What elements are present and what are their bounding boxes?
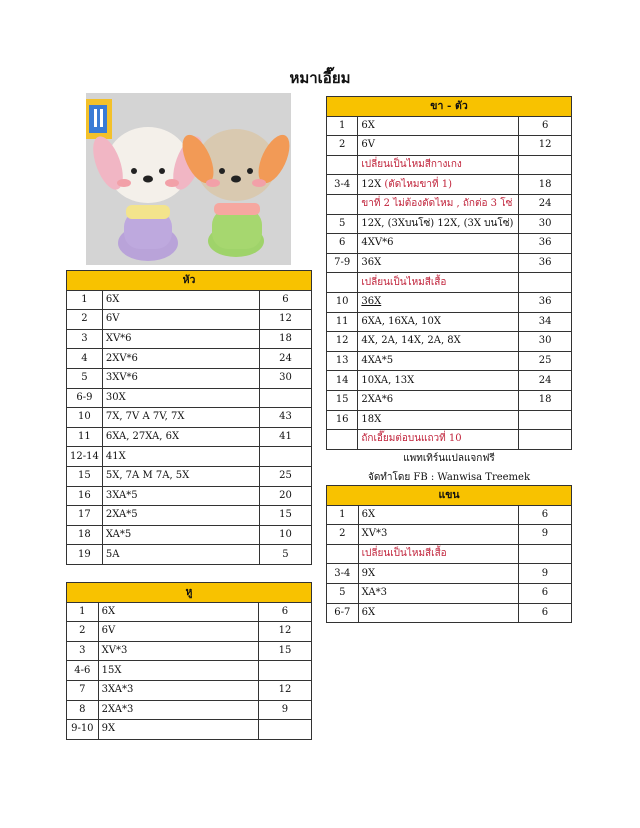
row-number bbox=[327, 155, 358, 175]
row-number: 17 bbox=[67, 506, 103, 526]
stitch-instruction: 4X, 2A, 14X, 2A, 8X bbox=[358, 332, 519, 352]
stitch-instruction: 18X bbox=[358, 410, 519, 430]
stitch-count: 18 bbox=[519, 390, 572, 410]
page-title: หมาเอี๊ยม bbox=[289, 69, 351, 87]
table-row bbox=[327, 351, 572, 371]
row-number: 2 bbox=[327, 525, 359, 545]
table-row bbox=[327, 603, 572, 623]
stitch-instruction: 3XA*3 bbox=[98, 680, 258, 700]
table-row bbox=[67, 466, 312, 486]
table-row bbox=[67, 486, 312, 506]
stitch-instruction: XV*3 bbox=[358, 525, 518, 545]
stitch-count: 24 bbox=[259, 349, 311, 369]
table-row bbox=[67, 388, 312, 408]
stitch-instruction: 2XA*6 bbox=[358, 390, 519, 410]
row-number: 1 bbox=[67, 290, 103, 310]
stitch-instruction: 6V bbox=[98, 622, 258, 642]
table-row bbox=[67, 408, 312, 428]
table-row bbox=[327, 155, 572, 175]
head-header-label: หัว bbox=[67, 271, 312, 291]
table-row bbox=[327, 194, 572, 214]
stitch-instruction: 2XA*5 bbox=[102, 506, 259, 526]
table-row bbox=[67, 447, 312, 467]
row-number: 2 bbox=[67, 310, 103, 330]
row-number: 5 bbox=[327, 583, 359, 603]
table-row bbox=[327, 273, 572, 293]
stitch-instruction: 9X bbox=[98, 720, 258, 740]
stitch-instruction: 2XA*3 bbox=[98, 700, 258, 720]
table-row bbox=[327, 525, 572, 545]
stitch-count: 36 bbox=[519, 253, 572, 273]
table-row bbox=[327, 292, 572, 312]
stitch-count: 30 bbox=[519, 214, 572, 234]
row-number: 5 bbox=[327, 214, 358, 234]
row-number: 13 bbox=[327, 351, 358, 371]
stitch-note-part: (ตัดไหมขาที่ 1) bbox=[384, 178, 452, 190]
stitch-plain-part: 12X bbox=[361, 178, 385, 190]
row-number: 1 bbox=[67, 602, 99, 622]
stitch-count: 12 bbox=[258, 680, 311, 700]
stitch-instruction: 30X bbox=[102, 388, 259, 408]
row-number bbox=[327, 430, 358, 450]
stitch-instruction: 3XV*6 bbox=[102, 368, 259, 388]
stitch-count: 18 bbox=[259, 329, 311, 349]
table-row bbox=[327, 332, 572, 352]
stitch-instruction: ถักเอี๊ยมต่อบนแถวที่ 10 bbox=[358, 430, 519, 450]
stitch-instruction: 7X, 7V A 7V, 7X bbox=[102, 408, 259, 428]
table-row bbox=[67, 290, 312, 310]
stitch-count bbox=[259, 388, 311, 408]
table-row bbox=[327, 175, 572, 195]
row-number: 12-14 bbox=[67, 447, 103, 467]
row-number: 3 bbox=[67, 641, 99, 661]
stitch-count bbox=[519, 155, 572, 175]
row-number: 12 bbox=[327, 332, 358, 352]
stitch-instruction: 6V bbox=[102, 310, 259, 330]
stitch-instruction: ขาที่ 2 ไม่ต้องตัดไหม , ถักต่อ 3 โซ่ bbox=[358, 194, 519, 214]
stitch-count: 34 bbox=[519, 312, 572, 332]
stitch-instruction: เปลี่ยนเป็นไหมสีกางเกง bbox=[358, 155, 519, 175]
stitch-instruction: 15X bbox=[98, 661, 258, 681]
row-number: 3 bbox=[67, 329, 103, 349]
table-row bbox=[67, 622, 312, 642]
stitch-instruction: 10XA, 13X bbox=[358, 371, 519, 391]
row-number bbox=[327, 544, 359, 564]
stitch-count: 12 bbox=[519, 136, 572, 156]
stitch-count bbox=[258, 661, 311, 681]
row-number: 15 bbox=[67, 466, 103, 486]
table-row bbox=[327, 583, 572, 603]
row-number: 16 bbox=[67, 486, 103, 506]
dolls-illustration bbox=[86, 93, 291, 265]
table-row bbox=[67, 720, 312, 740]
stitch-instruction: เปลี่ยนเป็นไหมสีเสื้อ bbox=[358, 273, 519, 293]
stitch-instruction: 5X, 7A M 7A, 5X bbox=[102, 466, 259, 486]
credit-note: จัดทำโดย FB : Wanwisa Treemek bbox=[367, 472, 531, 483]
arm-table-header bbox=[327, 486, 572, 506]
crochet-dolls-photo bbox=[86, 93, 291, 265]
stitch-instruction: 6X bbox=[102, 290, 259, 310]
table-row bbox=[67, 310, 312, 330]
table-row bbox=[67, 329, 312, 349]
stitch-count: 25 bbox=[259, 466, 311, 486]
stitch-instruction: 6X bbox=[358, 603, 518, 623]
stitch-instruction: เปลี่ยนเป็นไหมสีเสื้อ bbox=[358, 544, 518, 564]
row-number: 16 bbox=[327, 410, 358, 430]
row-number: 4-6 bbox=[67, 661, 99, 681]
stitch-instruction: 3XA*5 bbox=[102, 486, 259, 506]
stitch-instruction: XA*3 bbox=[358, 583, 518, 603]
stitch-count: 9 bbox=[258, 700, 311, 720]
ear-table-header bbox=[67, 583, 312, 603]
row-number: 3-4 bbox=[327, 175, 358, 195]
row-number: 4 bbox=[67, 349, 103, 369]
stitch-instruction: XA*5 bbox=[102, 525, 259, 545]
stitch-count: 41 bbox=[259, 427, 311, 447]
stitch-count: 6 bbox=[518, 583, 571, 603]
table-row bbox=[67, 700, 312, 720]
stitch-instruction: 4XA*5 bbox=[358, 351, 519, 371]
stitch-instruction: 41X bbox=[102, 447, 259, 467]
row-number: 7-9 bbox=[327, 253, 358, 273]
row-number: 14 bbox=[327, 371, 358, 391]
table-row bbox=[327, 564, 572, 584]
stitch-count: 6 bbox=[259, 290, 311, 310]
stitch-instruction: 6V bbox=[358, 136, 519, 156]
stitch-instruction: XV*6 bbox=[102, 329, 259, 349]
table-row bbox=[327, 544, 572, 564]
stitch-count: 30 bbox=[519, 332, 572, 352]
table-row bbox=[327, 390, 572, 410]
table-row bbox=[67, 661, 312, 681]
stitch-count: 36 bbox=[519, 292, 572, 312]
stitch-count: 6 bbox=[258, 602, 311, 622]
stitch-count: 18 bbox=[519, 175, 572, 195]
stitch-count bbox=[519, 410, 572, 430]
leg-table-header bbox=[327, 97, 572, 117]
row-number: 1 bbox=[327, 116, 358, 136]
row-number: 10 bbox=[327, 292, 358, 312]
row-number: 6-7 bbox=[327, 603, 359, 623]
free-pattern-note: แพทเทิร์นแปลแจกฟรี bbox=[403, 453, 495, 464]
row-number: 3-4 bbox=[327, 564, 359, 584]
table-row bbox=[67, 680, 312, 700]
row-number: 9-10 bbox=[67, 720, 99, 740]
row-number: 6-9 bbox=[67, 388, 103, 408]
row-number: 8 bbox=[67, 700, 99, 720]
row-number: 11 bbox=[327, 312, 358, 332]
table-row bbox=[67, 506, 312, 526]
stitch-count: 6 bbox=[519, 116, 572, 136]
table-row bbox=[67, 349, 312, 369]
table-row bbox=[327, 214, 572, 234]
head-pattern-table bbox=[66, 270, 312, 565]
stitch-instruction: 6X bbox=[98, 602, 258, 622]
arm-header-label: แขน bbox=[327, 486, 572, 506]
stitch-instruction: 9X bbox=[358, 564, 518, 584]
stitch-count: 9 bbox=[518, 564, 571, 584]
table-row bbox=[67, 641, 312, 661]
stitch-instruction: 4XV*6 bbox=[358, 234, 519, 254]
stitch-count: 12 bbox=[259, 310, 311, 330]
stitch-instruction: 5A bbox=[102, 545, 259, 565]
stitch-count: 15 bbox=[259, 506, 311, 526]
stitch-count: 9 bbox=[518, 525, 571, 545]
leg-header-label: ขา - ตัว bbox=[327, 97, 572, 117]
row-number: 11 bbox=[67, 427, 103, 447]
table-row bbox=[327, 234, 572, 254]
stitch-count: 10 bbox=[259, 525, 311, 545]
table-row bbox=[327, 253, 572, 273]
stitch-instruction: 36X bbox=[358, 253, 519, 273]
stitch-count: 5 bbox=[259, 545, 311, 565]
stitch-instruction: 6XA, 27XA, 6X bbox=[102, 427, 259, 447]
row-number: 18 bbox=[67, 525, 103, 545]
stitch-count bbox=[259, 447, 311, 467]
stitch-count: 6 bbox=[518, 603, 571, 623]
table-row bbox=[67, 602, 312, 622]
table-row bbox=[67, 427, 312, 447]
table-row bbox=[67, 368, 312, 388]
stitch-count: 24 bbox=[519, 194, 572, 214]
ear-pattern-table bbox=[66, 582, 312, 740]
stitch-count: 36 bbox=[519, 234, 572, 254]
stitch-count: 20 bbox=[259, 486, 311, 506]
row-number: 6 bbox=[327, 234, 358, 254]
stitch-instruction bbox=[358, 175, 519, 195]
stitch-count: 6 bbox=[518, 505, 571, 525]
row-number: 2 bbox=[67, 622, 99, 642]
stitch-count bbox=[258, 720, 311, 740]
row-number: 15 bbox=[327, 390, 358, 410]
table-row bbox=[327, 371, 572, 391]
table-row bbox=[67, 525, 312, 545]
stitch-count bbox=[519, 273, 572, 293]
leg-body-pattern-table bbox=[326, 96, 572, 450]
stitch-instruction: 36X bbox=[358, 292, 519, 312]
table-row bbox=[327, 312, 572, 332]
stitch-instruction: 6X bbox=[358, 116, 519, 136]
head-table-header bbox=[67, 271, 312, 291]
stitch-count: 43 bbox=[259, 408, 311, 428]
table-row bbox=[327, 505, 572, 525]
stitch-count: 24 bbox=[519, 371, 572, 391]
table-row bbox=[327, 410, 572, 430]
row-number: 19 bbox=[67, 545, 103, 565]
row-number: 2 bbox=[327, 136, 358, 156]
row-number: 10 bbox=[67, 408, 103, 428]
row-number bbox=[327, 194, 358, 214]
ear-header-label: หู bbox=[67, 583, 312, 603]
arm-pattern-table bbox=[326, 485, 572, 623]
stitch-count: 15 bbox=[258, 641, 311, 661]
stitch-count bbox=[518, 544, 571, 564]
stitch-instruction: 2XV*6 bbox=[102, 349, 259, 369]
stitch-instruction: XV*3 bbox=[98, 641, 258, 661]
stitch-instruction: 6X bbox=[358, 505, 518, 525]
stitch-instruction: 12X, (3Xบนโซ่) 12X, (3X บนโซ่) bbox=[358, 214, 519, 234]
table-row bbox=[327, 136, 572, 156]
row-number: 5 bbox=[67, 368, 103, 388]
row-number: 1 bbox=[327, 505, 359, 525]
row-number bbox=[327, 273, 358, 293]
stitch-count: 25 bbox=[519, 351, 572, 371]
table-row bbox=[327, 116, 572, 136]
stitch-instruction: 6XA, 16XA, 10X bbox=[358, 312, 519, 332]
stitch-count: 12 bbox=[258, 622, 311, 642]
stitch-count bbox=[519, 430, 572, 450]
table-row bbox=[67, 545, 312, 565]
stitch-count: 30 bbox=[259, 368, 311, 388]
row-number: 7 bbox=[67, 680, 99, 700]
table-row bbox=[327, 430, 572, 450]
